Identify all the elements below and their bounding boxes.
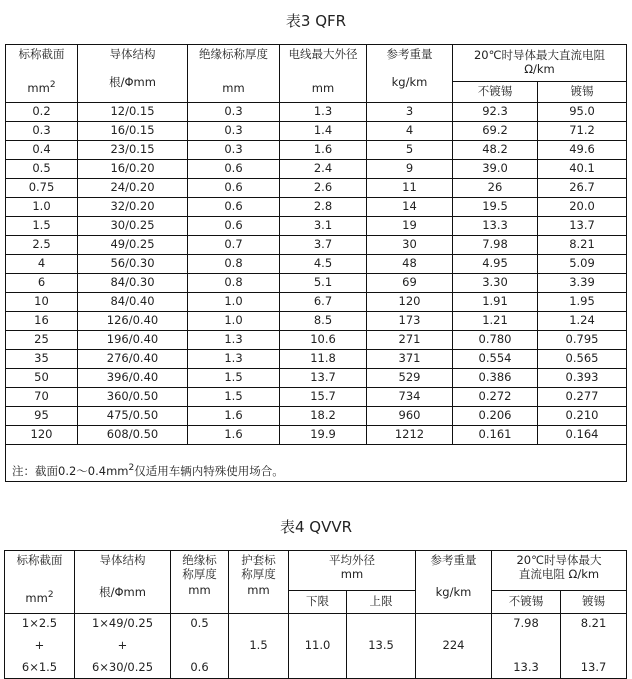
cell-max-od: 2.6 — [280, 179, 367, 198]
header-tinned: 镀锡 — [561, 591, 627, 614]
header-section — [5, 551, 75, 614]
cell-section: 16 — [6, 312, 78, 331]
header-insulation-label: 绝缘标称厚度 — [199, 47, 268, 61]
cell-res-tinned: 0.795 — [538, 331, 627, 350]
cell-conductor: 360/0.50 — [78, 388, 188, 407]
table-row — [6, 141, 627, 160]
header-section — [6, 45, 78, 103]
header-avg-od-unit: mm — [340, 566, 364, 581]
cell-max-od: 13.7 — [280, 369, 367, 388]
cell-section: 0.2 — [6, 103, 78, 122]
cell-res-untinned: 7.98 13.3 — [492, 614, 561, 679]
header-avg-od — [289, 551, 416, 591]
cell-res-tinned: 95.0 — [538, 103, 627, 122]
header-weight — [416, 551, 492, 614]
header-od-upper: 上限 — [347, 591, 416, 614]
cell-insulation: 1.0 — [188, 312, 280, 331]
cell-section: 0.75 — [6, 179, 78, 198]
cell-conductor: 475/0.50 — [78, 407, 188, 426]
cell-res-untinned: 26 — [453, 179, 538, 198]
cell-conductor: 30/0.25 — [78, 217, 188, 236]
cell-weight: 11 — [367, 179, 453, 198]
table-row — [6, 255, 627, 274]
cell-conductor: 396/0.40 — [78, 369, 188, 388]
cell-max-od: 5.1 — [280, 274, 367, 293]
cell-weight: 48 — [367, 255, 453, 274]
cell-res-untinned: 19.5 — [453, 198, 538, 217]
table-row — [6, 293, 627, 312]
cell-conductor: 16/0.15 — [78, 122, 188, 141]
cell-res-untinned: 0.554 — [453, 350, 538, 369]
header-resistance-unit: Ω/km — [524, 61, 555, 76]
cell-res-tinned: 71.2 — [538, 122, 627, 141]
cell-max-od: 2.4 — [280, 160, 367, 179]
cell-res-tinned: 1.24 — [538, 312, 627, 331]
table-row — [6, 122, 627, 141]
cell-od-upper: 13.5 — [347, 614, 416, 679]
cell-max-od: 11.8 — [280, 350, 367, 369]
cell-section: 2.5 — [6, 236, 78, 255]
cell-max-od: 19.9 — [280, 426, 367, 445]
table3-qfr — [5, 44, 627, 482]
header-max-od-unit: mm — [311, 81, 335, 96]
table-row — [6, 369, 627, 388]
cell-insulation: 1.6 — [188, 426, 280, 445]
cell-section: 0.5 — [6, 160, 78, 179]
cell-res-tinned: 0.210 — [538, 407, 627, 426]
cell-res-tinned: 8.21 — [538, 236, 627, 255]
cell-conductor: 24/0.20 — [78, 179, 188, 198]
cell-weight: 5 — [367, 141, 453, 160]
cell-conductor: 56/0.30 — [78, 255, 188, 274]
header-sheath-label1: 护套标 — [241, 553, 276, 567]
header-weight-unit: kg/km — [391, 75, 428, 90]
cell-insulation: 0.3 — [188, 141, 280, 160]
cell-res-untinned: 0.206 — [453, 407, 538, 426]
table-row — [6, 236, 627, 255]
header-weight-label: 参考重量 — [430, 553, 477, 567]
table-row — [6, 350, 627, 369]
cell-res-tinned: 8.21 13.7 — [561, 614, 627, 679]
cell-max-od: 1.4 — [280, 122, 367, 141]
table3-caption: 表3 QFR — [285, 12, 347, 30]
header-conductor-unit: 根/Φmm — [109, 75, 156, 90]
table-row — [6, 103, 627, 122]
table4-caption: 表4 QVVR — [279, 518, 353, 536]
cell-res-untinned: 3.30 — [453, 274, 538, 293]
table-row — [6, 312, 627, 331]
cell-res-untinned: 13.3 — [453, 217, 538, 236]
cell-insulation: 0.5 0.6 — [171, 614, 229, 679]
cell-conductor: 196/0.40 — [78, 331, 188, 350]
table3-note: 注：截面$0.2\sim 0.4mm^2$仅适用车辆内特殊使用场合。 — [6, 445, 627, 482]
cell-insulation: 1.3 — [188, 331, 280, 350]
cell-weight: 4 — [367, 122, 453, 141]
header-insulation — [188, 45, 280, 103]
cell-res-tinned: 20.0 — [538, 198, 627, 217]
cell-conductor: 1×49/0.25 + 6×30/0.25 — [75, 614, 171, 679]
header-resistance-label: 20℃时导体最大直流电阻 — [473, 48, 606, 62]
cell-section: 95 — [6, 407, 78, 426]
header-insulation-unit: mm — [222, 81, 245, 96]
cell-insulation: 0.6 — [188, 160, 280, 179]
table-row — [6, 179, 627, 198]
cell-conductor: 49/0.25 — [78, 236, 188, 255]
table-row — [6, 274, 627, 293]
cell-insulation: 0.6 — [188, 217, 280, 236]
cell-insulation: 0.8 — [188, 274, 280, 293]
header-od-lower: 下限 — [289, 591, 347, 614]
cell-conductor: 608/0.50 — [78, 426, 188, 445]
table-row — [6, 388, 627, 407]
cell-section: 1.0 — [6, 198, 78, 217]
cell-res-untinned: 0.161 — [453, 426, 538, 445]
cell-max-od: 3.1 — [280, 217, 367, 236]
header-section-label: 标称截面 — [16, 553, 63, 567]
header-section-unit: $mm^2$ — [27, 80, 56, 96]
header-insulation-unit: mm — [188, 582, 211, 597]
cell-section: 25 — [6, 331, 78, 350]
cell-max-od: 1.3 — [280, 103, 367, 122]
cell-section: 120 — [6, 426, 78, 445]
cell-res-tinned: 13.7 — [538, 217, 627, 236]
cell-weight: 224 — [416, 614, 492, 679]
cell-res-untinned: 1.21 — [453, 312, 538, 331]
cell-res-untinned: 69.2 — [453, 122, 538, 141]
header-avg-od-label: 平均外径 — [329, 553, 375, 567]
cell-max-od: 1.6 — [280, 141, 367, 160]
cell-weight: 271 — [367, 331, 453, 350]
header-section-unit: $mm^2$ — [25, 590, 54, 606]
header-insulation-label2: 称厚度 — [182, 566, 217, 581]
cell-max-od: 8.5 — [280, 312, 367, 331]
cell-conductor: 16/0.20 — [78, 160, 188, 179]
cell-sheath: 1.5 — [229, 614, 289, 679]
cell-res-tinned: 3.39 — [538, 274, 627, 293]
cell-insulation: 0.3 — [188, 103, 280, 122]
header-sheath — [229, 551, 289, 614]
header-weight — [367, 45, 453, 103]
cell-weight: 1212 — [367, 426, 453, 445]
cell-res-untinned: 48.2 — [453, 141, 538, 160]
header-tinned: 镀锡 — [538, 82, 627, 103]
cell-insulation: 1.6 — [188, 407, 280, 426]
cell-res-tinned: 0.277 — [538, 388, 627, 407]
header-sheath-label2: 称厚度 — [241, 566, 276, 581]
cell-section: 6 — [6, 274, 78, 293]
cell-weight: 173 — [367, 312, 453, 331]
cell-weight: 69 — [367, 274, 453, 293]
cell-res-untinned: 7.98 — [453, 236, 538, 255]
cell-weight: 734 — [367, 388, 453, 407]
cell-weight: 30 — [367, 236, 453, 255]
header-sheath-unit: mm — [247, 582, 270, 597]
cell-od-lower: 11.0 — [289, 614, 347, 679]
header-conductor — [75, 551, 171, 614]
cell-section: 1.5 — [6, 217, 78, 236]
cell-weight: 529 — [367, 369, 453, 388]
cell-weight: 120 — [367, 293, 453, 312]
table-row — [6, 217, 627, 236]
table4-qvvr — [4, 550, 627, 679]
header-max-od-label: 电线最大外径 — [288, 47, 358, 61]
header-weight-unit: kg/km — [435, 585, 472, 600]
cell-max-od: 10.6 — [280, 331, 367, 350]
cell-insulation: 0.7 — [188, 236, 280, 255]
cell-insulation: 1.3 — [188, 350, 280, 369]
cell-res-untinned: 92.3 — [453, 103, 538, 122]
header-conductor-label: 导体结构 — [109, 47, 156, 61]
table-row — [6, 198, 627, 217]
header-max-od — [280, 45, 367, 103]
header-insulation-label1: 绝缘标 — [182, 553, 217, 567]
cell-res-untinned: 0.272 — [453, 388, 538, 407]
header-insulation — [171, 551, 229, 614]
cell-section: 35 — [6, 350, 78, 369]
table-row — [6, 160, 627, 179]
cell-res-untinned: 4.95 — [453, 255, 538, 274]
cell-conductor: 12/0.15 — [78, 103, 188, 122]
cell-section: 1×2.5 + 6×1.5 — [5, 614, 75, 679]
cell-conductor: 84/0.40 — [78, 293, 188, 312]
cell-insulation: 1.0 — [188, 293, 280, 312]
cell-section: 10 — [6, 293, 78, 312]
cell-insulation: 0.6 — [188, 198, 280, 217]
cell-conductor: 126/0.40 — [78, 312, 188, 331]
cell-weight: 9 — [367, 160, 453, 179]
header-untinned: 不镀锡 — [492, 591, 561, 614]
cell-max-od: 18.2 — [280, 407, 367, 426]
cell-max-od: 2.8 — [280, 198, 367, 217]
cell-res-tinned: 26.7 — [538, 179, 627, 198]
header-resistance-label2: 直流电阻 Ω/km — [518, 566, 600, 581]
cell-res-untinned: 0.780 — [453, 331, 538, 350]
cell-insulation: 1.5 — [188, 369, 280, 388]
cell-max-od: 15.7 — [280, 388, 367, 407]
cell-conductor: 276/0.40 — [78, 350, 188, 369]
cell-section: 70 — [6, 388, 78, 407]
cell-res-tinned: 0.164 — [538, 426, 627, 445]
header-conductor-unit: 根/Φmm — [99, 585, 146, 600]
header-conductor-label: 导体结构 — [99, 553, 146, 567]
cell-weight: 3 — [367, 103, 453, 122]
cell-insulation: 0.6 — [188, 179, 280, 198]
cell-section: 50 — [6, 369, 78, 388]
cell-conductor: 32/0.20 — [78, 198, 188, 217]
cell-res-tinned: 0.393 — [538, 369, 627, 388]
table-row — [6, 426, 627, 445]
cell-insulation: 1.5 — [188, 388, 280, 407]
cell-section: 0.4 — [6, 141, 78, 160]
header-conductor — [78, 45, 188, 103]
header-resistance — [453, 45, 627, 82]
header-untinned: 不镀锡 — [453, 82, 538, 103]
table-row — [6, 331, 627, 350]
header-resistance-label1: 20℃时导体最大 — [516, 553, 602, 567]
cell-conductor: 84/0.30 — [78, 274, 188, 293]
cell-weight: 14 — [367, 198, 453, 217]
cell-weight: 371 — [367, 350, 453, 369]
header-section-label: 标称截面 — [18, 47, 65, 61]
cell-max-od: 6.7 — [280, 293, 367, 312]
cell-insulation: 0.3 — [188, 122, 280, 141]
cell-res-untinned: 39.0 — [453, 160, 538, 179]
cell-insulation: 0.8 — [188, 255, 280, 274]
header-weight-label: 参考重量 — [386, 47, 433, 61]
header-resistance — [492, 551, 627, 591]
table-row — [6, 407, 627, 426]
cell-res-untinned: 0.386 — [453, 369, 538, 388]
cell-weight: 19 — [367, 217, 453, 236]
cell-section: 4 — [6, 255, 78, 274]
cell-conductor: 23/0.15 — [78, 141, 188, 160]
cell-res-tinned: 0.565 — [538, 350, 627, 369]
cell-res-tinned: 49.6 — [538, 141, 627, 160]
cell-max-od: 3.7 — [280, 236, 367, 255]
cell-weight: 960 — [367, 407, 453, 426]
cell-section: 0.3 — [6, 122, 78, 141]
table-row — [5, 614, 627, 679]
cell-res-tinned: 40.1 — [538, 160, 627, 179]
cell-res-untinned: 1.91 — [453, 293, 538, 312]
cell-max-od: 4.5 — [280, 255, 367, 274]
cell-res-tinned: 5.09 — [538, 255, 627, 274]
cell-res-tinned: 1.95 — [538, 293, 627, 312]
